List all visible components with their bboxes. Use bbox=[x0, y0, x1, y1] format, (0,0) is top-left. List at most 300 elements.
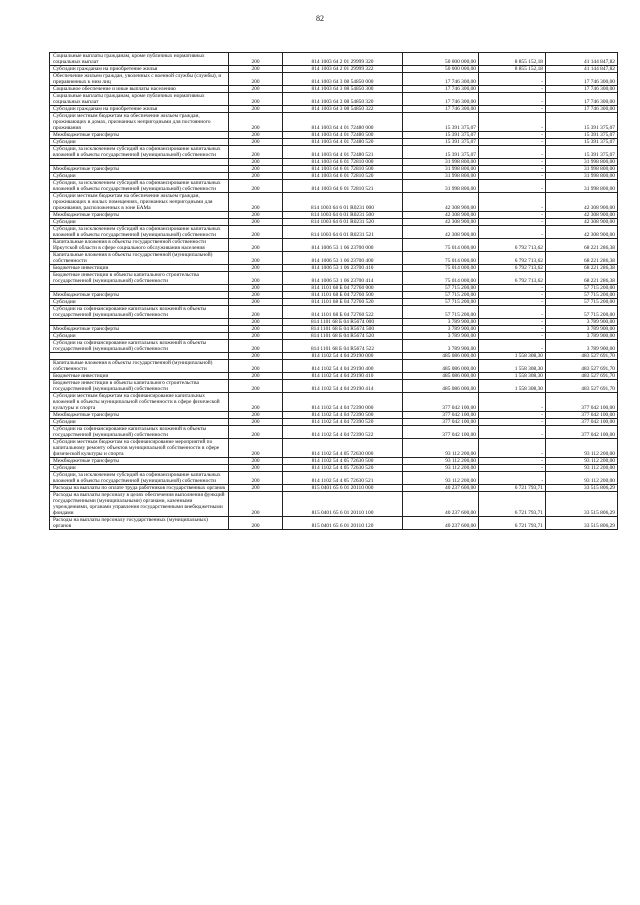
row-remaining-amount: 93 112 200,00 bbox=[546, 465, 618, 472]
row-approved-amount: 17 746 300,00 bbox=[403, 73, 479, 86]
table-row bbox=[50, 285, 618, 292]
row-approved-amount: 40 237 600,00 bbox=[403, 492, 479, 517]
row-approved-amount: 15 391 375,07 bbox=[403, 113, 479, 132]
row-approved-amount: 3 789 900,00 bbox=[403, 326, 479, 333]
table-row bbox=[50, 226, 618, 239]
row-code: 200 bbox=[229, 439, 283, 458]
table-row bbox=[50, 426, 618, 439]
row-remaining-amount: 377 042 100,00 bbox=[546, 412, 618, 419]
row-approved-amount: 75 014 000,00 bbox=[403, 265, 479, 272]
row-budget-code: 814 1003 64 6 01 72810 000 bbox=[283, 159, 403, 166]
row-executed-amount: 6 792 713,62 bbox=[479, 265, 546, 272]
row-approved-amount: 93 112 200,00 bbox=[403, 472, 479, 485]
row-code: 200 bbox=[229, 66, 283, 73]
row-executed-amount: - bbox=[479, 319, 546, 326]
row-code: 200 bbox=[229, 106, 283, 113]
table-row bbox=[50, 465, 618, 472]
row-remaining-amount: 33 515 806,29 bbox=[546, 485, 618, 492]
row-approved-amount: 15 391 375,07 bbox=[403, 132, 479, 139]
row-executed-amount: 6 792 713,62 bbox=[479, 272, 546, 285]
row-code: 200 bbox=[229, 93, 283, 106]
table-row bbox=[50, 265, 618, 272]
row-approved-amount: 40 237 600,00 bbox=[403, 485, 479, 492]
row-remaining-amount: 57 715 200,00 bbox=[546, 306, 618, 319]
table-row bbox=[50, 106, 618, 113]
row-name: Субсидии местным бюджетам на софинансирование капитальных вложений в объекты муниципальной собственности в сфере физической культуры и спорта bbox=[50, 393, 229, 412]
row-remaining-amount: 68 221 286,38 bbox=[546, 272, 618, 285]
page-number: 82 bbox=[316, 14, 324, 23]
row-budget-code: 814 1003 64 2 01 29999 322 bbox=[283, 66, 403, 73]
row-code: 200 bbox=[229, 53, 283, 66]
row-budget-code: 814 1101 68 Б 04 72760 522 bbox=[283, 306, 403, 319]
row-executed-amount: - bbox=[479, 465, 546, 472]
row-remaining-amount: 57 715 200,00 bbox=[546, 292, 618, 299]
table-row bbox=[50, 333, 618, 340]
row-budget-code: 814 1003 64 6 01 R0231 521 bbox=[283, 226, 403, 239]
row-executed-amount: - bbox=[479, 292, 546, 299]
row-remaining-amount: 93 112 200,00 bbox=[546, 439, 618, 458]
row-approved-amount: 42 308 900,00 bbox=[403, 193, 479, 212]
row-approved-amount: 50 000 000,00 bbox=[403, 66, 479, 73]
row-budget-code: 814 1102 54 4 04 72390 520 bbox=[283, 419, 403, 426]
row-executed-amount: - bbox=[479, 139, 546, 146]
table-row bbox=[50, 139, 618, 146]
row-budget-code: 814 1003 64 6 01 72810 521 bbox=[283, 180, 403, 193]
row-budget-code: 814 1003 64 4 01 72480 520 bbox=[283, 139, 403, 146]
row-name: Субсидии bbox=[50, 333, 229, 340]
row-executed-amount: - bbox=[479, 472, 546, 485]
table-row bbox=[50, 219, 618, 226]
row-executed-amount: 1 558 308,30 bbox=[479, 360, 546, 373]
row-name: Субсидии на софинансирование капитальных вложений в объекты государственной (муниципальной) собственности bbox=[50, 306, 229, 319]
row-budget-code: 814 1003 64 3 08 54850 000 bbox=[283, 73, 403, 86]
row-code: 200 bbox=[229, 239, 283, 252]
row-name: Межбюджетные трансферты bbox=[50, 458, 229, 465]
row-approved-amount: 57 715 200,00 bbox=[403, 299, 479, 306]
table-row bbox=[50, 419, 618, 426]
row-approved-amount: 17 746 300,00 bbox=[403, 106, 479, 113]
row-budget-code: 814 1006 53 1 06 23700 000 bbox=[283, 239, 403, 252]
row-name: Межбюджетные трансферты bbox=[50, 412, 229, 419]
table-row bbox=[50, 146, 618, 159]
row-executed-amount: - bbox=[479, 106, 546, 113]
row-approved-amount: 42 308 900,00 bbox=[403, 212, 479, 219]
row-executed-amount: - bbox=[479, 306, 546, 319]
table-row bbox=[50, 180, 618, 193]
table-row bbox=[50, 173, 618, 180]
row-remaining-amount: 31 998 800,00 bbox=[546, 159, 618, 166]
row-executed-amount: - bbox=[479, 299, 546, 306]
row-budget-code: 814 1003 64 6 01 R0231 520 bbox=[283, 219, 403, 226]
row-remaining-amount: 17 746 300,00 bbox=[546, 73, 618, 86]
row-remaining-amount: 377 042 100,00 bbox=[546, 393, 618, 412]
row-executed-amount: - bbox=[479, 173, 546, 180]
row-code: 200 bbox=[229, 212, 283, 219]
row-approved-amount: 93 112 200,00 bbox=[403, 458, 479, 465]
row-remaining-amount: 93 112 200,00 bbox=[546, 472, 618, 485]
row-approved-amount: 75 014 000,00 bbox=[403, 239, 479, 252]
row-budget-code: 814 1102 54 4 05 72630 000 bbox=[283, 439, 403, 458]
row-name: Бюджетные инвестиции bbox=[50, 373, 229, 380]
row-name: Субсидии bbox=[50, 219, 229, 226]
table-row bbox=[50, 53, 618, 66]
table-row bbox=[50, 353, 618, 360]
row-code: 200 bbox=[229, 73, 283, 86]
row-executed-amount: - bbox=[479, 439, 546, 458]
row-executed-amount: - bbox=[479, 166, 546, 173]
row-name: Субсидии местным бюджетам на обеспечение жильем граждан, проживающих в жилых помещениях, признанных непригодными для проживания, расположенных в зоне БАМа bbox=[50, 193, 229, 212]
row-budget-code: 814 1101 68 Б 04 R5674 522 bbox=[283, 340, 403, 353]
table-row bbox=[50, 252, 618, 265]
row-name bbox=[50, 319, 229, 326]
row-remaining-amount: 15 391 375,07 bbox=[546, 113, 618, 132]
row-code: 200 bbox=[229, 252, 283, 265]
row-budget-code: 814 1101 68 Б 04 72760 000 bbox=[283, 285, 403, 292]
row-remaining-amount: 31 998 800,00 bbox=[546, 173, 618, 180]
row-executed-amount: 6 721 793,71 bbox=[479, 517, 546, 530]
row-approved-amount: 485 086 000,00 bbox=[403, 360, 479, 373]
row-approved-amount: 377 042 100,00 bbox=[403, 393, 479, 412]
row-code: 200 bbox=[229, 319, 283, 326]
row-executed-amount: 1 558 308,30 bbox=[479, 373, 546, 380]
row-code: 200 bbox=[229, 139, 283, 146]
row-name: Субсидии bbox=[50, 139, 229, 146]
row-approved-amount: 42 308 900,00 bbox=[403, 226, 479, 239]
row-budget-code: 814 1101 68 Б 04 R5674 500 bbox=[283, 326, 403, 333]
row-executed-amount: - bbox=[479, 86, 546, 93]
row-name: Субсидии bbox=[50, 299, 229, 306]
row-name: Субсидии, за исключением субсидий на софинансирование капитальных вложений в объекты государственной (муниципальной) собственности bbox=[50, 180, 229, 193]
row-executed-amount: - bbox=[479, 458, 546, 465]
row-approved-amount: 50 000 000,00 bbox=[403, 53, 479, 66]
row-budget-code: 814 1102 54 4 04 29190 400 bbox=[283, 360, 403, 373]
row-approved-amount: 3 789 900,00 bbox=[403, 333, 479, 340]
row-remaining-amount: 483 527 691,70 bbox=[546, 373, 618, 380]
row-budget-code: 814 1102 54 4 04 29190 000 bbox=[283, 353, 403, 360]
budget-table-body bbox=[50, 53, 618, 530]
row-name: Бюджетные инвестиции bbox=[50, 265, 229, 272]
row-name: Расходы на выплаты персоналу государственных (муниципальных) органов bbox=[50, 517, 229, 530]
row-name: Субсидии bbox=[50, 173, 229, 180]
table-row bbox=[50, 393, 618, 412]
row-approved-amount: 3 789 900,00 bbox=[403, 340, 479, 353]
row-name: Субсидии bbox=[50, 465, 229, 472]
table-row bbox=[50, 73, 618, 86]
row-remaining-amount: 17 746 300,00 bbox=[546, 86, 618, 93]
row-approved-amount: 377 042 100,00 bbox=[403, 419, 479, 426]
row-remaining-amount: 42 308 900,00 bbox=[546, 193, 618, 212]
table-row bbox=[50, 113, 618, 132]
table-row bbox=[50, 485, 618, 492]
row-executed-amount: - bbox=[479, 340, 546, 353]
row-code: 200 bbox=[229, 272, 283, 285]
row-approved-amount: 57 715 200,00 bbox=[403, 292, 479, 299]
row-code: 200 bbox=[229, 193, 283, 212]
table-row bbox=[50, 93, 618, 106]
row-executed-amount: - bbox=[479, 212, 546, 219]
table-row bbox=[50, 306, 618, 319]
row-approved-amount: 485 086 000,00 bbox=[403, 380, 479, 393]
row-remaining-amount: 483 527 691,70 bbox=[546, 380, 618, 393]
row-code: 200 bbox=[229, 86, 283, 93]
row-code: 200 bbox=[229, 166, 283, 173]
row-approved-amount: 31 998 800,00 bbox=[403, 180, 479, 193]
table-row bbox=[50, 326, 618, 333]
row-code: 200 bbox=[229, 180, 283, 193]
row-remaining-amount: 483 527 691,70 bbox=[546, 360, 618, 373]
row-remaining-amount: 42 308 900,00 bbox=[546, 226, 618, 239]
row-executed-amount: 6 792 713,62 bbox=[479, 252, 546, 265]
row-budget-code: 814 1102 54 4 05 72630 521 bbox=[283, 472, 403, 485]
row-code: 200 bbox=[229, 492, 283, 517]
row-name: Субсидии гражданам на приобретение жилья bbox=[50, 106, 229, 113]
row-approved-amount: 17 746 300,00 bbox=[403, 93, 479, 106]
row-code: 200 bbox=[229, 173, 283, 180]
row-budget-code: 814 1003 64 3 08 54850 320 bbox=[283, 93, 403, 106]
row-remaining-amount: 57 715 200,00 bbox=[546, 299, 618, 306]
row-remaining-amount: 17 746 300,00 bbox=[546, 93, 618, 106]
table-row bbox=[50, 239, 618, 252]
row-budget-code: 814 1101 68 Б 04 R5674 000 bbox=[283, 319, 403, 326]
row-executed-amount: - bbox=[479, 226, 546, 239]
row-budget-code: 814 1003 64 3 08 54850 300 bbox=[283, 86, 403, 93]
row-executed-amount: - bbox=[479, 146, 546, 159]
row-name: Расходы на выплаты персоналу в целях обеспечения выполнения функций государственными (муниципальными) органами, казенными учреждениями, органами управления государственными внебюджетными фондами bbox=[50, 492, 229, 517]
table-row bbox=[50, 517, 618, 530]
row-budget-code: 814 1101 68 Б 04 72760 500 bbox=[283, 292, 403, 299]
row-code: 200 bbox=[229, 226, 283, 239]
row-budget-code: 814 1003 64 2 01 29999 320 bbox=[283, 53, 403, 66]
row-remaining-amount: 41 144 847,82 bbox=[546, 66, 618, 73]
row-code: 200 bbox=[229, 306, 283, 319]
table-row bbox=[50, 340, 618, 353]
row-name: Субсидии на софинансирование капитальных вложений в объекты государственной (муниципальной) собственности bbox=[50, 426, 229, 439]
row-name: Бюджетные инвестиции в объекты капитального строительства государственной (муниципальной) собственности bbox=[50, 272, 229, 285]
row-code: 200 bbox=[229, 485, 283, 492]
row-name bbox=[50, 285, 229, 292]
row-executed-amount: 1 558 308,30 bbox=[479, 380, 546, 393]
row-name: Субсидии гражданам на приобретение жилья bbox=[50, 66, 229, 73]
row-executed-amount: - bbox=[479, 333, 546, 340]
row-code: 200 bbox=[229, 465, 283, 472]
row-code: 200 bbox=[229, 265, 283, 272]
row-executed-amount: - bbox=[479, 412, 546, 419]
row-code: 200 bbox=[229, 380, 283, 393]
row-code: 200 bbox=[229, 426, 283, 439]
row-remaining-amount: 17 746 300,00 bbox=[546, 106, 618, 113]
table-row bbox=[50, 272, 618, 285]
row-remaining-amount: 42 308 900,00 bbox=[546, 219, 618, 226]
row-approved-amount: 57 715 200,00 bbox=[403, 306, 479, 319]
row-code: 200 bbox=[229, 517, 283, 530]
row-executed-amount: - bbox=[479, 180, 546, 193]
table-row bbox=[50, 166, 618, 173]
row-budget-code: 814 1003 64 3 08 54850 322 bbox=[283, 106, 403, 113]
row-code: 200 bbox=[229, 285, 283, 292]
table-row bbox=[50, 159, 618, 166]
row-code: 200 bbox=[229, 340, 283, 353]
row-name: Социальные выплаты гражданам, кроме публичных нормативных социальных выплат bbox=[50, 53, 229, 66]
row-name: Субсидии местным бюджетам на софинансирование мероприятий по капитальному ремонту объектов муниципальной собственности в сфере физической культуры и спорта bbox=[50, 439, 229, 458]
row-code: 200 bbox=[229, 326, 283, 333]
table-row bbox=[50, 380, 618, 393]
row-name: Капитальные вложения в объекты государственной собственности Иркутской области в сфере социального обслуживания населения bbox=[50, 239, 229, 252]
row-name: Межбюджетные трансферты bbox=[50, 326, 229, 333]
row-name: Капитальные вложения в объекты государственной (муниципальной) собственности bbox=[50, 252, 229, 265]
row-code: 200 bbox=[229, 299, 283, 306]
row-executed-amount: - bbox=[479, 219, 546, 226]
row-code: 200 bbox=[229, 219, 283, 226]
row-name: Субсидии, за исключением субсидий на софинансирование капитальных вложений в объекты государственной (муниципальной) собственности bbox=[50, 226, 229, 239]
row-budget-code: 815 0401 65 6 01 20110 120 bbox=[283, 517, 403, 530]
row-executed-amount: 6 721 793,71 bbox=[479, 485, 546, 492]
row-remaining-amount: 68 221 286,38 bbox=[546, 265, 618, 272]
row-budget-code: 814 1102 54 4 04 29190 414 bbox=[283, 380, 403, 393]
row-budget-code: 814 1003 64 6 01 72810 520 bbox=[283, 173, 403, 180]
table-row bbox=[50, 412, 618, 419]
row-executed-amount: - bbox=[479, 393, 546, 412]
row-code: 200 bbox=[229, 333, 283, 340]
row-name: Расходы на выплаты по оплате труда работников государственных органов bbox=[50, 485, 229, 492]
row-executed-amount: 8 855 152,18 bbox=[479, 66, 546, 73]
row-remaining-amount: 3 789 900,00 bbox=[546, 333, 618, 340]
row-budget-code: 815 0401 65 6 01 20110 100 bbox=[283, 492, 403, 517]
row-budget-code: 814 1102 54 4 04 29190 410 bbox=[283, 373, 403, 380]
row-name: Межбюджетные трансферты bbox=[50, 212, 229, 219]
row-executed-amount: - bbox=[479, 93, 546, 106]
row-executed-amount: - bbox=[479, 113, 546, 132]
row-executed-amount: 6 792 713,62 bbox=[479, 239, 546, 252]
row-code: 200 bbox=[229, 159, 283, 166]
row-code: 200 bbox=[229, 353, 283, 360]
row-name: Субсидии, за исключением субсидий на софинансирование капитальных вложений в объекты государственной (муниципальной) собственности bbox=[50, 472, 229, 485]
row-approved-amount: 31 998 800,00 bbox=[403, 173, 479, 180]
row-approved-amount: 31 998 800,00 bbox=[403, 159, 479, 166]
row-approved-amount: 485 086 000,00 bbox=[403, 373, 479, 380]
row-executed-amount: - bbox=[479, 326, 546, 333]
row-executed-amount: - bbox=[479, 193, 546, 212]
row-name: Межбюджетные трансферты bbox=[50, 132, 229, 139]
row-executed-amount: - bbox=[479, 132, 546, 139]
row-approved-amount: 40 237 600,00 bbox=[403, 517, 479, 530]
row-name: Субсидии bbox=[50, 419, 229, 426]
row-budget-code: 814 1102 54 4 05 72630 500 bbox=[283, 458, 403, 465]
row-approved-amount: 93 112 200,00 bbox=[403, 465, 479, 472]
row-budget-code: 814 1006 53 1 06 23700 410 bbox=[283, 265, 403, 272]
budget-table bbox=[49, 52, 618, 530]
table-row bbox=[50, 492, 618, 517]
row-approved-amount: 485 086 000,00 bbox=[403, 353, 479, 360]
table-row bbox=[50, 132, 618, 139]
table-row bbox=[50, 292, 618, 299]
row-executed-amount: 8 855 152,18 bbox=[479, 53, 546, 66]
row-remaining-amount: 15 391 375,07 bbox=[546, 139, 618, 146]
table-row bbox=[50, 299, 618, 306]
row-code: 200 bbox=[229, 472, 283, 485]
row-name: Субсидии, за исключением субсидий на софинансирование капитальных вложений в объекты государственной (муниципальной) собственности bbox=[50, 146, 229, 159]
row-name bbox=[50, 159, 229, 166]
row-code: 200 bbox=[229, 419, 283, 426]
row-name: Обеспечение жильем граждан, уволенных с военной службы (службы), и приравненных к ним лиц bbox=[50, 73, 229, 86]
row-budget-code: 814 1003 64 4 01 72480 500 bbox=[283, 132, 403, 139]
row-remaining-amount: 377 042 100,00 bbox=[546, 426, 618, 439]
row-name: Межбюджетные трансферты bbox=[50, 292, 229, 299]
row-remaining-amount: 41 144 847,82 bbox=[546, 53, 618, 66]
row-remaining-amount: 15 391 375,07 bbox=[546, 146, 618, 159]
table-row bbox=[50, 373, 618, 380]
row-code: 200 bbox=[229, 146, 283, 159]
row-code: 200 bbox=[229, 132, 283, 139]
row-approved-amount: 57 715 200,00 bbox=[403, 285, 479, 292]
row-executed-amount: 1 558 308,30 bbox=[479, 353, 546, 360]
row-remaining-amount: 377 042 100,00 bbox=[546, 419, 618, 426]
row-executed-amount: - bbox=[479, 419, 546, 426]
row-code: 200 bbox=[229, 360, 283, 373]
row-budget-code: 814 1101 68 Б 04 R5674 520 bbox=[283, 333, 403, 340]
row-remaining-amount: 31 998 800,00 bbox=[546, 166, 618, 173]
row-approved-amount: 42 308 900,00 bbox=[403, 219, 479, 226]
row-executed-amount: - bbox=[479, 285, 546, 292]
table-row bbox=[50, 86, 618, 93]
row-code: 200 bbox=[229, 113, 283, 132]
row-budget-code: 814 1003 64 4 01 72480 521 bbox=[283, 146, 403, 159]
row-budget-code: 815 0401 65 6 01 20110 000 bbox=[283, 485, 403, 492]
row-name: Субсидии на софинансирование капитальных вложений в объекты государственной (муниципальной) собственности bbox=[50, 340, 229, 353]
row-name: Социальное обеспечение и иные выплаты населению bbox=[50, 86, 229, 93]
row-budget-code: 814 1003 64 6 01 72810 500 bbox=[283, 166, 403, 173]
row-executed-amount: - bbox=[479, 73, 546, 86]
row-code: 200 bbox=[229, 458, 283, 465]
row-executed-amount: - bbox=[479, 159, 546, 166]
row-executed-amount: 6 721 793,71 bbox=[479, 492, 546, 517]
table-row bbox=[50, 193, 618, 212]
row-executed-amount: - bbox=[479, 426, 546, 439]
row-budget-code: 814 1006 53 1 06 23700 414 bbox=[283, 272, 403, 285]
row-name: Капитальные вложения в объекты государственной (муниципальной) собственности bbox=[50, 360, 229, 373]
row-remaining-amount: 15 391 375,07 bbox=[546, 132, 618, 139]
row-name bbox=[50, 353, 229, 360]
row-code: 200 bbox=[229, 393, 283, 412]
table-row bbox=[50, 66, 618, 73]
row-remaining-amount: 68 221 286,38 bbox=[546, 239, 618, 252]
row-remaining-amount: 57 715 200,00 bbox=[546, 285, 618, 292]
table-row bbox=[50, 439, 618, 458]
row-approved-amount: 15 391 375,07 bbox=[403, 139, 479, 146]
row-approved-amount: 93 112 200,00 bbox=[403, 439, 479, 458]
row-budget-code: 814 1102 54 4 04 72390 522 bbox=[283, 426, 403, 439]
row-budget-code: 814 1101 68 Б 04 72760 520 bbox=[283, 299, 403, 306]
row-approved-amount: 75 014 000,00 bbox=[403, 272, 479, 285]
row-remaining-amount: 31 998 800,00 bbox=[546, 180, 618, 193]
row-code: 200 bbox=[229, 292, 283, 299]
row-budget-code: 814 1102 54 4 04 72390 500 bbox=[283, 412, 403, 419]
row-remaining-amount: 3 789 900,00 bbox=[546, 340, 618, 353]
row-budget-code: 814 1003 64 6 01 R0231 500 bbox=[283, 212, 403, 219]
table-row bbox=[50, 212, 618, 219]
row-code: 200 bbox=[229, 412, 283, 419]
row-name: Социальные выплаты гражданам, кроме публичных нормативных социальных выплат bbox=[50, 93, 229, 106]
row-remaining-amount: 68 221 286,38 bbox=[546, 252, 618, 265]
row-budget-code: 814 1006 53 1 06 23700 400 bbox=[283, 252, 403, 265]
row-approved-amount: 15 391 375,07 bbox=[403, 146, 479, 159]
row-approved-amount: 75 014 000,00 bbox=[403, 252, 479, 265]
row-name: Бюджетные инвестиции в объекты капитального строительства государственной (муниципальной) собственности bbox=[50, 380, 229, 393]
row-approved-amount: 17 746 300,00 bbox=[403, 86, 479, 93]
table-row bbox=[50, 472, 618, 485]
row-remaining-amount: 33 515 806,29 bbox=[546, 517, 618, 530]
row-code: 200 bbox=[229, 373, 283, 380]
table-row bbox=[50, 458, 618, 465]
